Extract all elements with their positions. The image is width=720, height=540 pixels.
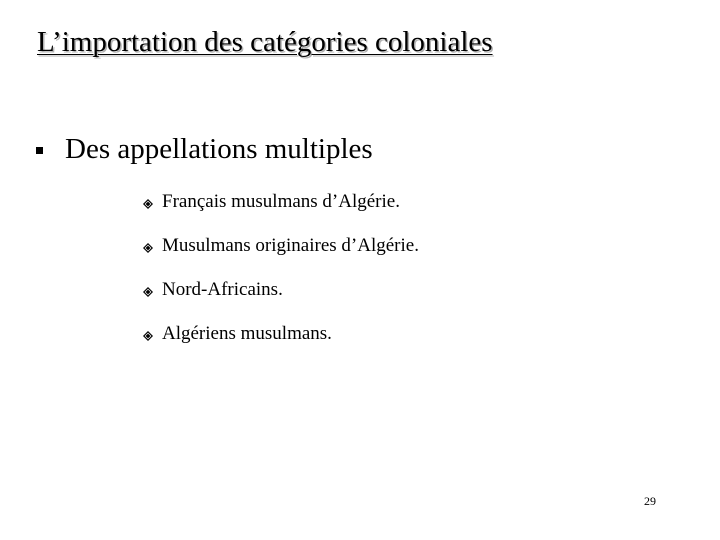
sub-bullet-list — [143, 186, 419, 362]
sub-bullet-item — [143, 230, 419, 262]
diamond-bullet-icon — [143, 331, 153, 341]
sub-bullet-item — [143, 318, 419, 350]
diamond-bullet-icon — [143, 287, 153, 297]
diamond-bullet-icon — [143, 243, 153, 253]
sub-bullet-item — [143, 274, 419, 306]
page-number: 29 — [644, 494, 656, 508]
sub-bullet-text: Nord-Africains. — [162, 279, 283, 300]
main-bullet-text: Des appellations multiples — [65, 132, 373, 165]
square-bullet-icon — [36, 147, 43, 154]
main-bullet-item — [36, 131, 373, 167]
diamond-bullet-icon — [143, 199, 153, 209]
sub-bullet-text: Musulmans originaires d’Algérie. — [162, 235, 419, 256]
sub-bullet-text: Français musulmans d’Algérie. — [162, 191, 400, 212]
sub-bullet-item — [143, 186, 419, 218]
sub-bullet-text: Algériens musulmans. — [162, 323, 332, 344]
slide-title: L’importation des catégories coloniales — [37, 26, 493, 58]
